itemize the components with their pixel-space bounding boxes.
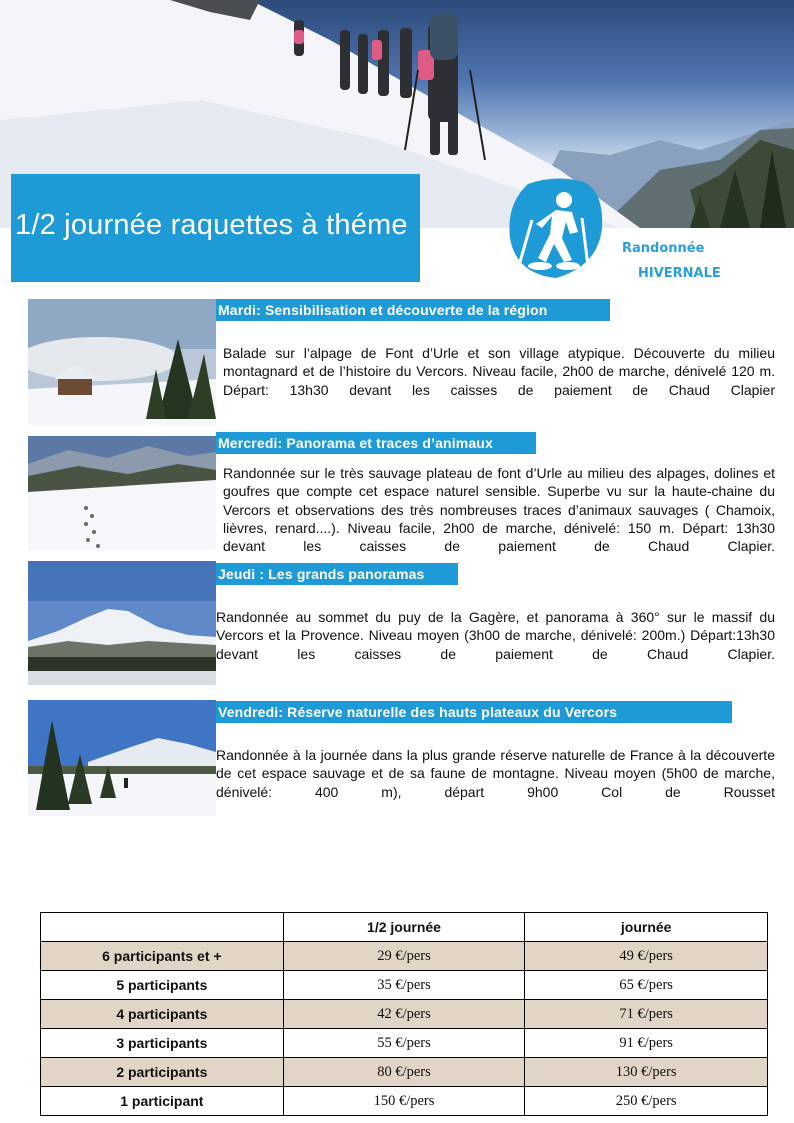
row-label: 4 participants	[41, 1000, 284, 1029]
table-row	[41, 1029, 768, 1058]
day-text-mercredi: Randonnée sur le très sauvage plateau de font d’Urle au milieu des alpages, dolines et goufres que compte cet espace naturel sensible. Superbe vu sur la haute-chaine du Vercors et observations des très nombreuses traces d’animaux sauvages ( Chamoix, lièvres, renard....). Niveau facile, 2h00 de marche, dénivelé: 150 m. Départ: 13h30 devant les caisses de paiement de Chaud Clapier.	[223, 465, 775, 555]
snowshoe-hiker-logo-icon	[506, 174, 606, 282]
day-text-jeudi: Randonnée au sommet du puy de la Gagère, et panorama à 360° sur le massif du Vercors et la Provence. Niveau moyen (3h00 de marche, dénivelé: 200m.) Départ:13h30 devant les caisses de paiement de Chaud Clapier.	[216, 609, 775, 662]
full-day-price: 71 €/pers	[525, 1000, 768, 1029]
half-day-price: 42 €/pers	[283, 1000, 525, 1029]
row-label: 5 participants	[41, 971, 284, 1000]
table-row	[41, 971, 768, 1000]
photo-jeudi	[28, 561, 216, 685]
logo-text	[622, 236, 721, 286]
full-day-price: 250 €/pers	[525, 1087, 768, 1116]
logo-line1: Randonnée	[622, 241, 705, 256]
row-label: 2 participants	[41, 1058, 284, 1087]
full-day-price: 49 €/pers	[525, 942, 768, 971]
table-row	[41, 1058, 768, 1087]
photo-vendredi	[28, 700, 216, 816]
logo-line2: HIVERNALE	[638, 266, 721, 281]
day-heading-vendredi: Vendredi: Réserve naturelle des hauts plateaux du Vercors	[216, 701, 732, 723]
full-day-price: 65 €/pers	[525, 971, 768, 1000]
half-day-price: 80 €/pers	[283, 1058, 525, 1087]
page-title-box	[11, 174, 420, 282]
row-label: 6 participants et +	[41, 942, 284, 971]
photo-mardi	[28, 299, 216, 425]
half-day-price: 35 €/pers	[283, 971, 525, 1000]
header-full-day: journée	[525, 913, 768, 942]
table-row	[41, 1087, 768, 1116]
page-title: 1/2 journée raquettes à théme	[15, 209, 408, 241]
day-heading-mardi: Mardi: Sensibilisation et découverte de la région	[216, 299, 610, 321]
header-half-day: 1/2 journée	[283, 913, 525, 942]
half-day-price: 55 €/pers	[283, 1029, 525, 1058]
full-day-price: 91 €/pers	[525, 1029, 768, 1058]
photo-mercredi	[28, 436, 216, 550]
price-table-header	[41, 913, 768, 942]
day-heading-mercredi: Mercredi: Panorama et traces d’animaux	[216, 432, 536, 454]
day-heading-jeudi: Jeudi : Les grands panoramas	[216, 563, 458, 585]
table-row	[41, 942, 768, 971]
price-table	[40, 912, 768, 1116]
half-day-price: 29 €/pers	[283, 942, 525, 971]
full-day-price: 130 €/pers	[525, 1058, 768, 1087]
header-empty	[41, 913, 284, 942]
day-text-mardi: Balade sur l’alpage de Font d’Urle et son village atypique. Découverte du milieu montagnard et de l’histoire du Vercors. Niveau facile, 2h00 de marche, dénivelé 120 m. Départ: 13h30 devant les caisses de paiement de Chaud Clapier	[223, 345, 775, 398]
row-label: 1 participant	[41, 1087, 284, 1116]
half-day-price: 150 €/pers	[283, 1087, 525, 1116]
table-row	[41, 1000, 768, 1029]
day-text-vendredi: Randonnée à la journée dans la plus grande réserve naturelle de France à la découverte de cet espace sauvage et de sa faune de montagne. Niveau moyen (5h00 de marche, dénivelé: 400 m), départ 9h00 Col de Rousset	[216, 747, 775, 800]
row-label: 3 participants	[41, 1029, 284, 1058]
